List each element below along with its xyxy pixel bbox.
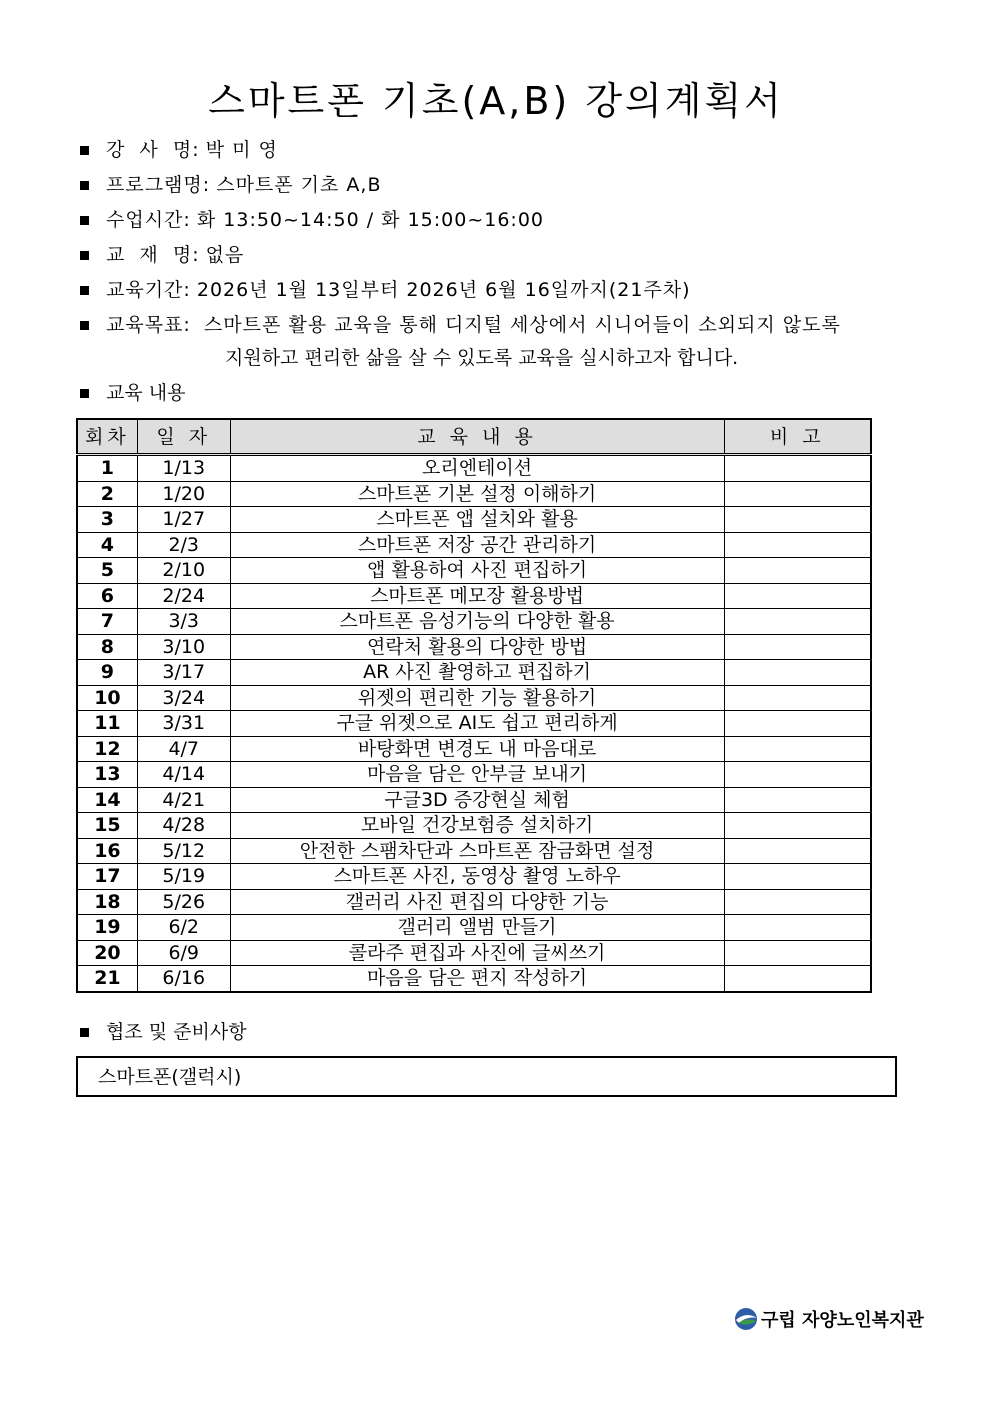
- session-date: 2/3: [137, 532, 230, 558]
- session-content: 갤러리 앨범 만들기: [230, 915, 724, 941]
- table-row: [77, 609, 871, 635]
- coop-box: 스마트폰(갤럭시): [76, 1056, 897, 1097]
- session-note: [724, 864, 871, 890]
- header-session: 회차: [77, 419, 137, 455]
- session-date: 1/13: [137, 455, 230, 482]
- session-content: 갤러리 사진 편집의 다양한 기능: [230, 889, 724, 915]
- info-label: 교육목표: [106, 314, 184, 336]
- table-row: [77, 762, 871, 788]
- info-label: 교 재 명: [106, 244, 193, 266]
- session-date: 5/19: [137, 864, 230, 890]
- session-note: [724, 787, 871, 813]
- session-number: 5: [77, 558, 137, 584]
- session-note: [724, 609, 871, 635]
- coop-heading-row: [80, 1015, 247, 1050]
- session-content: 오리엔테이션: [230, 455, 724, 482]
- session-date: 4/28: [137, 813, 230, 839]
- logo-text: 구립 자양노인복지관: [761, 1310, 924, 1331]
- table-row: [77, 532, 871, 558]
- session-note: [724, 532, 871, 558]
- table-row: [77, 634, 871, 660]
- session-note: [724, 889, 871, 915]
- session-number: 19: [77, 915, 137, 941]
- info-label: 강 사 명: [106, 139, 193, 161]
- table-row: [77, 889, 871, 915]
- session-number: 10: [77, 685, 137, 711]
- table-row: [77, 455, 871, 482]
- session-content: 구글3D 증강현실 체험: [230, 787, 724, 813]
- session-content: 스마트폰 앱 설치와 활용: [230, 507, 724, 533]
- session-date: 6/9: [137, 940, 230, 966]
- session-note: [724, 660, 871, 686]
- info-value: 박 미 영: [198, 139, 278, 161]
- session-content: 바탕화면 변경도 내 마음대로: [230, 736, 724, 762]
- table-row: [77, 940, 871, 966]
- content-heading: 교육 내용: [106, 382, 186, 404]
- session-content: 스마트폰 기본 설정 이해하기: [230, 481, 724, 507]
- session-number: 14: [77, 787, 137, 813]
- session-content: 콜라주 편집과 사진에 글씨쓰기: [230, 940, 724, 966]
- session-note: [724, 736, 871, 762]
- header-note: 비 고: [724, 419, 871, 455]
- session-number: 4: [77, 532, 137, 558]
- session-number: 13: [77, 762, 137, 788]
- session-number: 9: [77, 660, 137, 686]
- table-row: [77, 813, 871, 839]
- session-number: 16: [77, 838, 137, 864]
- info-value: 없음: [198, 244, 245, 266]
- session-note: [724, 711, 871, 737]
- session-date: 2/10: [137, 558, 230, 584]
- session-note: [724, 481, 871, 507]
- info-label: 교육기간: [106, 279, 184, 301]
- session-content: 마음을 담은 편지 작성하기: [230, 966, 724, 992]
- table-row: [77, 966, 871, 992]
- table-row: [77, 507, 871, 533]
- table-row: [77, 711, 871, 737]
- table-row: [77, 685, 871, 711]
- info-row-textbook: [80, 238, 920, 273]
- goal-continuation: 지원하고 편리한 삶을 살 수 있도록 교육을 실시하고자 합니다.: [225, 347, 739, 369]
- info-row-class-time: [80, 203, 920, 238]
- bullet-icon: [80, 146, 89, 155]
- coop-heading: 협조 및 준비사항: [106, 1021, 247, 1043]
- session-number: 17: [77, 864, 137, 890]
- session-number: 12: [77, 736, 137, 762]
- bullet-icon: [80, 389, 89, 398]
- session-content: 구글 위젯으로 AI도 쉽고 편리하게: [230, 711, 724, 737]
- session-note: [724, 455, 871, 482]
- session-note: [724, 838, 871, 864]
- schedule-body: [77, 455, 871, 992]
- table-row: [77, 583, 871, 609]
- info-sep: :: [183, 279, 190, 301]
- info-row-goal: [80, 308, 920, 343]
- session-number: 2: [77, 481, 137, 507]
- info-sep: :: [192, 244, 199, 266]
- bullet-icon: [80, 251, 89, 260]
- session-number: 3: [77, 507, 137, 533]
- info-value: 2026년 1월 13일부터 2026년 6월 16일까지(21주차): [189, 279, 691, 301]
- table-header-row: [77, 419, 871, 455]
- info-row-period: [80, 273, 920, 308]
- session-content: 마음을 담은 안부글 보내기: [230, 762, 724, 788]
- session-note: [724, 940, 871, 966]
- info-value: 화 13:50~14:50 / 화 15:00~16:00: [189, 209, 544, 231]
- session-content: 스마트폰 저장 공간 관리하기: [230, 532, 724, 558]
- session-number: 1: [77, 455, 137, 482]
- session-note: [724, 558, 871, 584]
- info-row-instructor: [80, 133, 920, 168]
- info-label: 수업시간: [106, 209, 184, 231]
- session-date: 5/12: [137, 838, 230, 864]
- session-content: 스마트폰 음성기능의 다양한 활용: [230, 609, 724, 635]
- info-row-program: [80, 168, 920, 203]
- session-date: 6/16: [137, 966, 230, 992]
- bullet-icon: [80, 216, 89, 225]
- session-date: 3/3: [137, 609, 230, 635]
- content-heading-row: [80, 376, 920, 411]
- session-note: [724, 915, 871, 941]
- session-note: [724, 685, 871, 711]
- table-row: [77, 838, 871, 864]
- bullet-icon: [80, 286, 89, 295]
- session-content: AR 사진 촬영하고 편집하기: [230, 660, 724, 686]
- session-date: 5/26: [137, 889, 230, 915]
- session-date: 4/14: [137, 762, 230, 788]
- bullet-icon: [80, 1028, 89, 1037]
- session-number: 7: [77, 609, 137, 635]
- info-sep: :: [202, 174, 210, 196]
- table-row: [77, 787, 871, 813]
- session-number: 11: [77, 711, 137, 737]
- organization-logo: [733, 1306, 924, 1332]
- session-note: [724, 583, 871, 609]
- session-number: 18: [77, 889, 137, 915]
- session-date: 1/20: [137, 481, 230, 507]
- session-note: [724, 813, 871, 839]
- session-content: 안전한 스팸차단과 스마트폰 잠금화면 설정: [230, 838, 724, 864]
- info-sep: :: [192, 139, 199, 161]
- bullet-icon: [80, 181, 89, 190]
- session-content: 모바일 건강보험증 설치하기: [230, 813, 724, 839]
- session-note: [724, 634, 871, 660]
- session-note: [724, 966, 871, 992]
- schedule-table: [76, 418, 872, 993]
- session-date: 3/17: [137, 660, 230, 686]
- info-value: 스마트폰 기초 A,B: [209, 174, 382, 196]
- session-date: 6/2: [137, 915, 230, 941]
- session-date: 3/31: [137, 711, 230, 737]
- header-date: 일 자: [137, 419, 230, 455]
- session-content: 앱 활용하여 사진 편집하기: [230, 558, 724, 584]
- bullet-icon: [80, 321, 89, 330]
- info-sep: :: [183, 209, 190, 231]
- session-number: 15: [77, 813, 137, 839]
- session-note: [724, 507, 871, 533]
- info-section: [80, 133, 920, 411]
- session-content: 위젯의 편리한 기능 활용하기: [230, 685, 724, 711]
- info-value: 스마트폰 활용 교육을 통해 디지털 세상에서 시니어들이 소외되지 않도록: [189, 314, 841, 336]
- table-row: [77, 558, 871, 584]
- table-row: [77, 915, 871, 941]
- session-content: 연락처 활용의 다양한 방법: [230, 634, 724, 660]
- session-date: 1/27: [137, 507, 230, 533]
- session-content: 스마트폰 사진, 동영상 촬영 노하우: [230, 864, 724, 890]
- info-sep: :: [183, 314, 190, 336]
- session-number: 20: [77, 940, 137, 966]
- logo-emblem-icon: [733, 1307, 759, 1331]
- table-row: [77, 736, 871, 762]
- session-date: 4/7: [137, 736, 230, 762]
- session-date: 2/24: [137, 583, 230, 609]
- session-number: 8: [77, 634, 137, 660]
- session-number: 6: [77, 583, 137, 609]
- info-label: 프로그램명: [106, 174, 203, 196]
- header-content: 교 육 내 용: [230, 419, 724, 455]
- table-row: [77, 660, 871, 686]
- session-content: 스마트폰 메모장 활용방법: [230, 583, 724, 609]
- session-date: 3/24: [137, 685, 230, 711]
- document-title: 스마트폰 기초(A,B) 강의계획서: [208, 79, 784, 123]
- table-row: [77, 864, 871, 890]
- table-row: [77, 481, 871, 507]
- session-date: 4/21: [137, 787, 230, 813]
- session-note: [724, 762, 871, 788]
- session-date: 3/10: [137, 634, 230, 660]
- session-number: 21: [77, 966, 137, 992]
